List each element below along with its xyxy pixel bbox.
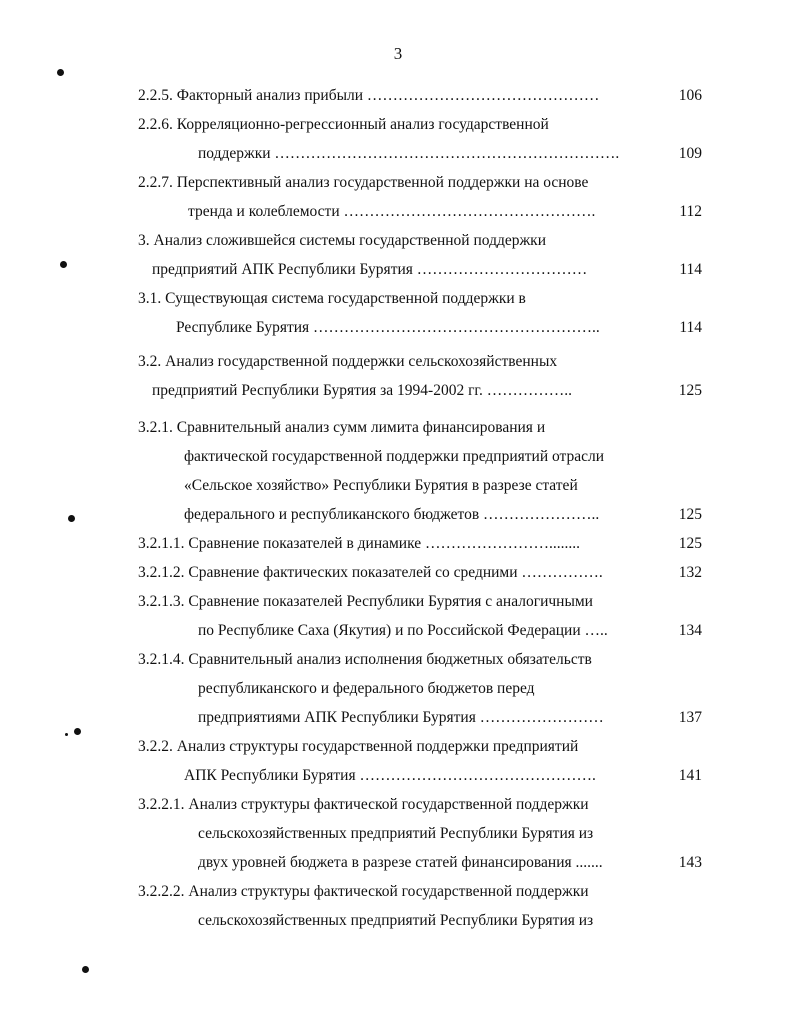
toc-entry	[0, 764, 796, 788]
toc-entry-page: 125	[678, 506, 702, 523]
toc-entry-title: АПК Республики Бурятия ……………………………………….	[184, 767, 596, 784]
toc-entry-page: 141	[678, 767, 702, 784]
scan-blot	[74, 728, 81, 735]
toc-entry-title: по Республике Саха (Якутия) и по Российской Федерации …..	[198, 622, 608, 639]
toc-entry	[0, 503, 796, 527]
toc-entry	[0, 379, 796, 403]
toc-entry-page: 143	[678, 854, 702, 871]
toc-entry	[0, 258, 796, 282]
toc-entry	[0, 561, 796, 585]
toc-entry	[0, 113, 796, 137]
toc-entry	[0, 619, 796, 643]
toc-entry-title: федерального и республиканского бюджетов …………………..	[184, 506, 600, 523]
toc-entry-title: 3.2.1.3. Сравнение показателей Республики Бурятия с аналогичными	[138, 593, 593, 610]
toc-entry-page: 125	[678, 535, 702, 552]
scan-blot	[57, 69, 64, 76]
toc-entry	[0, 316, 796, 340]
toc-entry	[0, 706, 796, 730]
toc-entry-title: «Сельское хозяйство» Республики Бурятия в разрезе статей	[184, 477, 578, 494]
toc-entry	[0, 200, 796, 224]
toc-entry-title: 3.2.2.2. Анализ структуры фактической государственной поддержки	[138, 883, 589, 900]
toc-entry-title: 2.2.7. Перспективный анализ государственной поддержки на основе	[138, 174, 589, 191]
toc-entry	[0, 142, 796, 166]
toc-entry-title: поддержки ………………………………………………………….	[198, 145, 620, 162]
toc-entry-page: 114	[679, 261, 702, 278]
toc-entry-title: сельскохозяйственных предприятий Республики Бурятия из	[198, 825, 594, 842]
toc-entry	[0, 851, 796, 875]
toc-entry-page: 109	[678, 145, 702, 162]
toc-entry	[0, 287, 796, 311]
toc-entry	[0, 532, 796, 556]
toc-entry	[0, 416, 796, 440]
toc-entry-title: 3.2.1.1. Сравнение показателей в динамике ……………………........	[138, 535, 580, 552]
toc-entry-title: 3.2.1.2. Сравнение фактических показателей со средними …………….	[138, 564, 603, 581]
toc-entry	[0, 229, 796, 253]
toc-entry-title: 2.2.5. Факторный анализ прибыли ………………………………………	[138, 87, 600, 104]
toc-entry	[0, 474, 796, 498]
scan-blot	[82, 966, 89, 973]
scan-blot	[68, 515, 75, 522]
toc-entry	[0, 648, 796, 672]
toc-entry-page: 137	[678, 709, 702, 726]
toc-entry-page: 132	[678, 564, 702, 581]
toc-entry	[0, 735, 796, 759]
toc-entry-title: сельскохозяйственных предприятий Республики Бурятия из	[198, 912, 594, 929]
toc-entry-title: Республике Бурятия ………………………………………………..	[176, 319, 600, 336]
toc-entry	[0, 84, 796, 108]
toc-entry	[0, 171, 796, 195]
toc-entry	[0, 445, 796, 469]
toc-entry-page: 112	[679, 203, 702, 220]
toc-entry	[0, 822, 796, 846]
toc-entry-title: предприятий АПК Республики Бурятия ……………………………	[152, 261, 588, 278]
toc-entry-title: 3. Анализ сложившейся системы государственной поддержки	[138, 232, 547, 249]
toc-entry-title: фактической государственной поддержки предприятий отрасли	[184, 448, 605, 465]
scan-blot	[60, 261, 67, 268]
toc-entry-title: тренда и колеблемости ………………………………………….	[188, 203, 596, 220]
toc-entry-title: 3.2. Анализ государственной поддержки сельскохозяйственных	[138, 353, 558, 370]
toc-entry-title: 3.2.1. Сравнительный анализ сумм лимита финансирования и	[138, 419, 546, 436]
toc-entry-title: 2.2.6. Корреляционно-регрессионный анализ государственной	[138, 116, 549, 133]
toc-entry-page: 125	[678, 382, 702, 399]
toc-entry	[0, 677, 796, 701]
toc-entry-page: 106	[678, 87, 702, 104]
toc-entry-title: 3.1. Существующая система государственной поддержки в	[138, 290, 526, 307]
toc-entry	[0, 909, 796, 933]
scan-blot	[65, 733, 68, 736]
toc-entry	[0, 793, 796, 817]
toc-entry-title: республиканского и федерального бюджетов перед	[198, 680, 535, 697]
toc-entry	[0, 880, 796, 904]
toc-entry-title: 3.2.2.1. Анализ структуры фактической государственной поддержки	[138, 796, 589, 813]
toc-entry-title: предприятиями АПК Республики Бурятия ……………………	[198, 709, 604, 726]
toc-entry-title: 3.2.2. Анализ структуры государственной поддержки предприятий	[138, 738, 579, 755]
toc-entry-title: двух уровней бюджета в разрезе статей финансирования .......	[198, 854, 603, 871]
toc-entry-title: предприятий Республики Бурятия за 1994-2002 гг. ……………..	[152, 382, 573, 399]
toc-entry-page: 114	[679, 319, 702, 336]
toc-entry-page: 134	[678, 622, 702, 639]
toc-entry	[0, 590, 796, 614]
page-number: 3	[393, 44, 403, 63]
toc-entry	[0, 350, 796, 374]
toc-entry-title: 3.2.1.4. Сравнительный анализ исполнения бюджетных обязательств	[138, 651, 592, 668]
